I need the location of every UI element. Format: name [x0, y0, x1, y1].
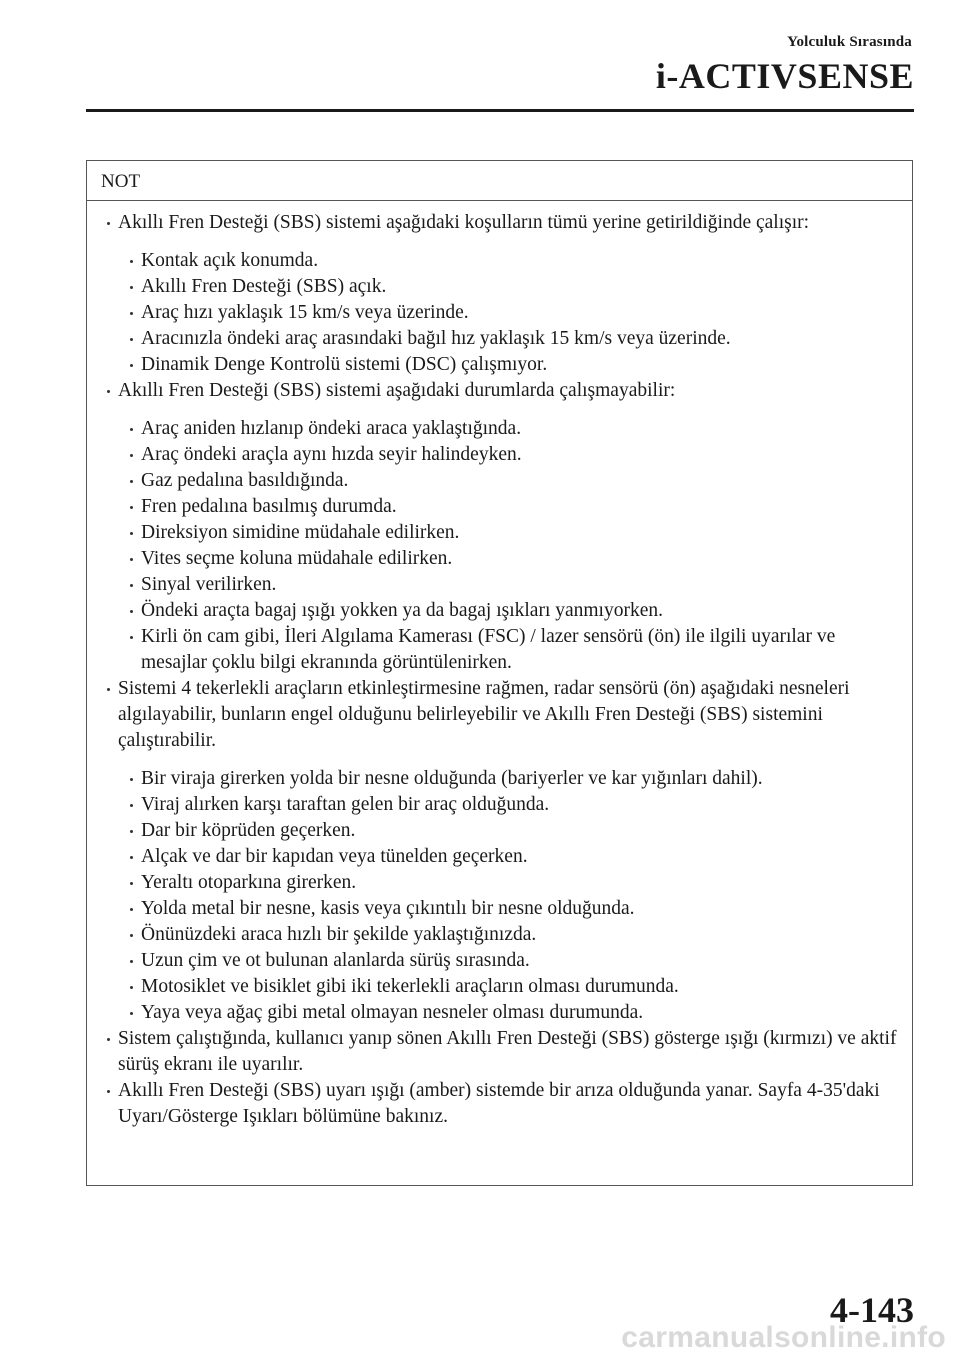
- sub-bullet-item: Yaya veya ağaç gibi metal olmayan nesneler olması durumunda.: [128, 1000, 902, 1026]
- note-heading: NOT: [87, 161, 912, 201]
- sub-bullet-item: Dinamik Denge Kontrolü sistemi (DSC) çalışmıyor.: [128, 352, 902, 378]
- sub-bullet-item: Dar bir köprüden geçerken.: [128, 818, 902, 844]
- sub-bullet-item: Önünüzdeki araca hızlı bir şekilde yaklaştığınızda.: [128, 922, 902, 948]
- sub-bullet-item: Uzun çim ve ot bulunan alanlarda sürüş sırasında.: [128, 948, 902, 974]
- sub-bullet-item: Araç aniden hızlanıp öndeki araca yaklaştığında.: [128, 416, 902, 442]
- sub-bullet-item: Direksiyon simidine müdahale edilirken.: [128, 520, 902, 546]
- sub-bullet-item: Alçak ve dar bir kapıdan veya tünelden geçerken.: [128, 844, 902, 870]
- sub-bullet-item: Fren pedalına basılmış durumda.: [128, 494, 902, 520]
- sub-bullet-item: Aracınızla öndeki araç arasındaki bağıl hız yaklaşık 15 km/s veya üzerinde.: [128, 326, 902, 352]
- section-title: Yolculuk Sırasında: [787, 34, 912, 50]
- sub-bullet-item: Gaz pedalına basıldığında.: [128, 468, 902, 494]
- bullet-item: Akıllı Fren Desteği (SBS) sistemi aşağıdaki durumlarda çalışmayabilir:: [105, 378, 902, 404]
- sub-bullet-item: Kontak açık konumda.: [128, 248, 902, 274]
- bullet-item: Akıllı Fren Desteği (SBS) sistemi aşağıdaki koşulların tümü yerine getirildiğinde çalışır:: [105, 210, 902, 236]
- sub-bullet-item: Kirli ön cam gibi, İleri Algılama Kamerası (FSC) / lazer sensörü (ön) ile ilgili uyarılar ve mesajlar çoklu bilgi ekranında görüntülenirken.: [128, 624, 902, 676]
- sub-bullet-item: Sinyal verilirken.: [128, 572, 902, 598]
- chapter-title: i-ACTIVSENSE: [655, 56, 914, 96]
- sub-bullet-item: Yeraltı otoparkına girerken.: [128, 870, 902, 896]
- note-list: [87, 201, 912, 1130]
- sub-bullet-item: Viraj alırken karşı taraftan gelen bir araç olduğunda.: [128, 792, 902, 818]
- sub-bullet-item: Öndeki araçta bagaj ışığı yokken ya da bagaj ışıkları yanmıyorken.: [128, 598, 902, 624]
- sub-bullet-item: Bir viraja girerken yolda bir nesne olduğunda (bariyerler ve kar yığınları dahil).: [128, 766, 902, 792]
- sub-bullet-item: Motosiklet ve bisiklet gibi iki tekerlekli araçların olması durumunda.: [128, 974, 902, 1000]
- sub-bullet-item: Akıllı Fren Desteği (SBS) açık.: [128, 274, 902, 300]
- bullet-item: Akıllı Fren Desteği (SBS) uyarı ışığı (amber) sistemde bir arıza olduğunda yanar. Sayfa 4-35'daki Uyarı/Gösterge Işıkları bölümüne bakınız.: [105, 1078, 902, 1130]
- note-box: [86, 160, 913, 1186]
- bullet-item: Sistemi 4 tekerlekli araçların etkinleştirmesine rağmen, radar sensörü (ön) aşağıdaki nesneleri algılayabilir, bunların engel olduğunu belirleyebilir ve Akıllı Fren Desteği (SBS) sistemini çalıştırabilir.: [105, 676, 902, 754]
- page-number: 4-143: [830, 1290, 914, 1330]
- sub-bullet-item: Yolda metal bir nesne, kasis veya çıkıntılı bir nesne olduğunda.: [128, 896, 902, 922]
- sub-bullet-item: Araç hızı yaklaşık 15 km/s veya üzerinde.: [128, 300, 902, 326]
- bullet-item: Sistem çalıştığında, kullanıcı yanıp sönen Akıllı Fren Desteği (SBS) gösterge ışığı (kırmızı) ve aktif sürüş ekranı ile uyarılır.: [105, 1026, 902, 1078]
- sub-bullet-item: Vites seçme koluna müdahale edilirken.: [128, 546, 902, 572]
- watermark-text: carmanualsonline.info: [621, 1321, 946, 1354]
- header-divider: [86, 109, 914, 112]
- sub-bullet-item: Araç öndeki araçla aynı hızda seyir halindeyken.: [128, 442, 902, 468]
